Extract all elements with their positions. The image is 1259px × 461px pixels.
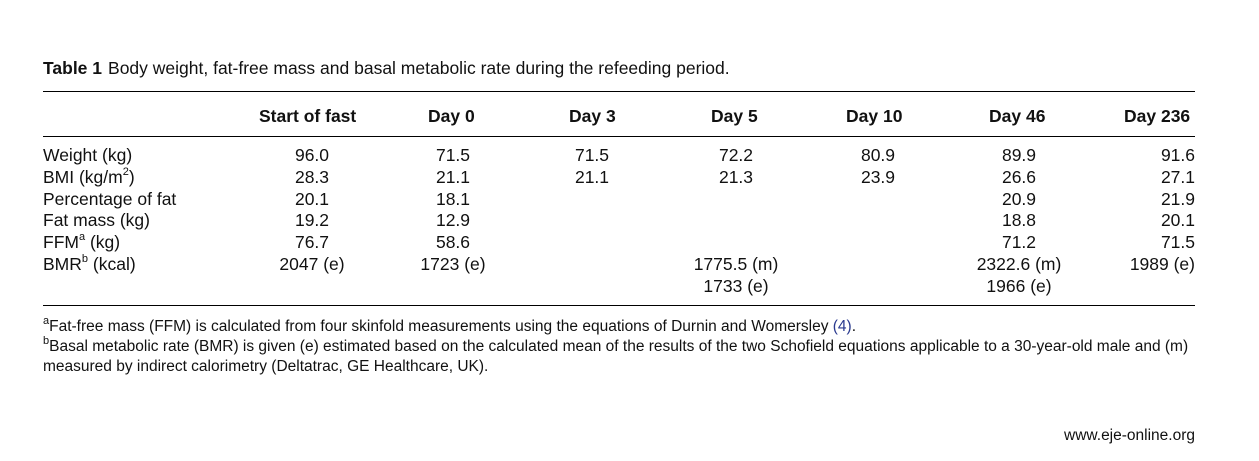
row-label-superscript: 2: [122, 166, 129, 179]
row-label-text: BMR: [43, 254, 82, 274]
bottom-rule: [43, 305, 1195, 306]
table-cell: 21.1: [435, 167, 471, 187]
row-label-suffix: (kg): [85, 232, 121, 252]
table-cell: 71.5: [1160, 232, 1195, 252]
row-label-suffix: (kcal): [88, 254, 136, 274]
top-rule: [43, 91, 1195, 92]
footnote-b-mark: b: [43, 334, 50, 347]
row-label-text: FFM: [43, 232, 79, 252]
table-cell: 2047 (e): [279, 254, 345, 274]
footnote-a-text: Fat-free mass (FFM) is calculated from four skinfold measurements using the equations of Durnin and Womersley: [49, 318, 833, 335]
row-label-text: Weight (kg): [43, 145, 133, 165]
row-label-text: Fat mass (kg): [43, 210, 150, 230]
table-cell: 28.3: [294, 167, 330, 187]
row-label-text: BMI (kg/m: [43, 167, 123, 187]
row-label-superscript: b: [81, 253, 89, 266]
table-cell: 58.6: [435, 232, 471, 252]
column-header-day3: Day 3: [569, 106, 616, 126]
table-caption: [43, 58, 730, 79]
footnote-a-end: .: [851, 318, 857, 335]
table-cell: 1723 (e): [420, 254, 486, 274]
column-header-day0: Day 0: [428, 106, 475, 126]
table-cell: 26.6: [1001, 167, 1037, 187]
table-cell: 1989 (e): [1129, 254, 1195, 274]
table-cell: 91.6: [1160, 145, 1195, 165]
table-cell: 80.9: [860, 145, 896, 165]
site-url[interactable]: www.eje-online.org: [1064, 427, 1195, 444]
table-cell: 2322.6 (m): [976, 254, 1062, 274]
column-header-start: Start of fast: [259, 106, 357, 126]
table-cell: 71.5: [435, 145, 471, 165]
row-label: [43, 166, 135, 188]
row-label: [43, 231, 120, 253]
row-label-superscript: a: [78, 231, 86, 244]
table-cell: 76.7: [294, 232, 330, 252]
table-cell: 27.1: [1160, 167, 1195, 187]
row-label: [43, 188, 176, 210]
table-cell: 1733 (e): [703, 276, 769, 296]
row-label: [43, 144, 132, 166]
table-cell: 23.9: [860, 167, 896, 187]
table-cell: 21.9: [1160, 189, 1195, 209]
table-cell: 21.3: [718, 167, 754, 187]
column-header-day236: Day 236: [1124, 106, 1191, 126]
table-cell: 20.1: [294, 189, 330, 209]
table-cell: 1775.5 (m): [693, 254, 779, 274]
footnote-a-mark: a: [43, 314, 50, 327]
footnote-a-ref[interactable]: (4): [832, 318, 852, 335]
table-cell: 1966 (e): [986, 276, 1052, 296]
row-label-suffix: ): [128, 167, 135, 187]
table-title: Body weight, fat-free mass and basal metabolic rate during the refeeding period.: [108, 58, 730, 78]
table-cell: 71.2: [1001, 232, 1037, 252]
table-cell: 18.1: [435, 189, 471, 209]
row-label-text: Percentage of fat: [43, 189, 177, 209]
table-cell: 89.9: [1001, 145, 1037, 165]
table-cell: 20.9: [1001, 189, 1037, 209]
footnote-b-text: Basal metabolic rate (BMR) is given (e) estimated based on the calculated mean of the results of the two Schofield equations applicable to a 30-year-old male and (m) measured by indirect calorimetry (Deltatrac, GE Healthcare, UK).: [43, 338, 1189, 375]
table-cell: 12.9: [435, 210, 471, 230]
table-cell: 20.1: [1160, 210, 1195, 230]
table-cell: 21.1: [574, 167, 610, 187]
column-header-day46: Day 46: [989, 106, 1046, 126]
footnote-b: [43, 334, 1203, 377]
table-cell: 19.2: [294, 210, 330, 230]
header-rule: [43, 136, 1195, 137]
footnote-a: [43, 314, 1203, 337]
table-cell: 71.5: [574, 145, 610, 165]
row-label: [43, 253, 136, 275]
column-header-day10: Day 10: [846, 106, 903, 126]
column-header-day5: Day 5: [711, 106, 758, 126]
row-label: [43, 209, 150, 231]
table-cell: 72.2: [718, 145, 754, 165]
table-cell: 96.0: [294, 145, 330, 165]
table-label: Table 1: [43, 58, 103, 78]
table-cell: 18.8: [1001, 210, 1037, 230]
